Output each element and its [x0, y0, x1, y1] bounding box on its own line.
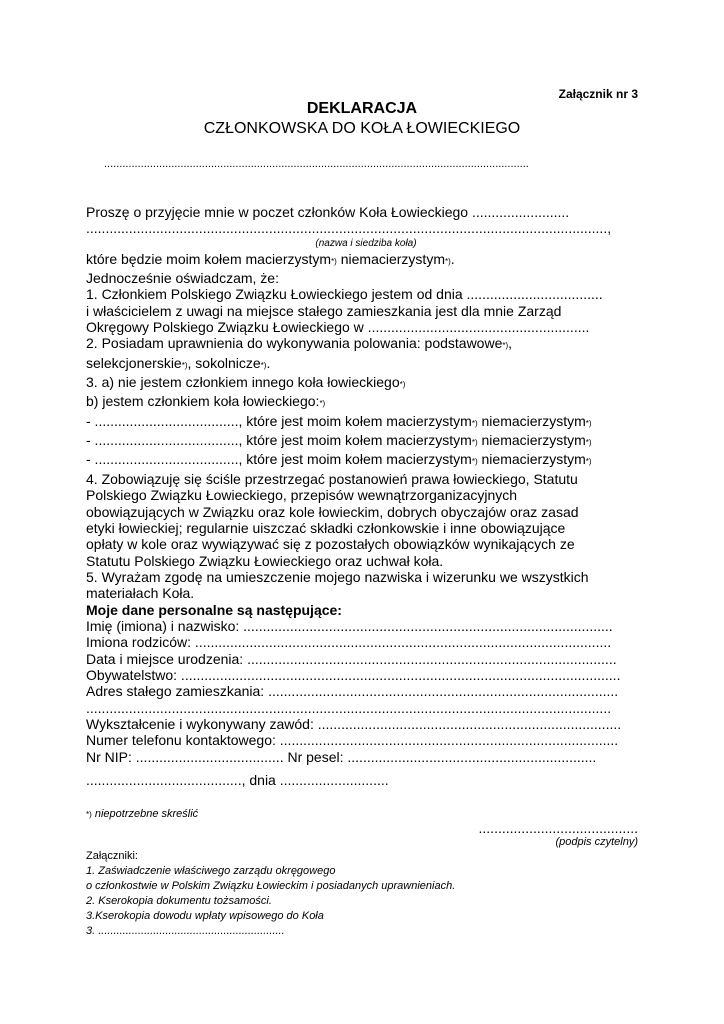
point2-line2: selekcjonerskie*), sokolnicze*).	[86, 354, 271, 371]
field-birth-date-place: Data i miejsce urodzenia: ...............................................................................................	[86, 650, 617, 667]
field-citizenship: Obywatelstwo: .................................................................................................................	[86, 666, 621, 683]
attachment-item-3: 3.Kserokopia dowodu wpłaty wpisowego do Koła	[86, 910, 324, 922]
club-name-dots: ......................................................................................................................................,	[86, 220, 612, 237]
attachment-item-1-cont: o członkostwie w Polskim Związku Łowieckim i posiadanych uprawnieniach.	[86, 880, 456, 892]
place-date-line: ........................................, dnia ............................	[86, 772, 389, 788]
attachment-number: Załącznik nr 3	[558, 87, 638, 101]
declare-line: Jednocześnie oświadczam, że:	[86, 270, 279, 287]
point5-line1: 5. Wyrażam zgodę na umieszczenie mojego nazwiska i wizerunku we wszystkich	[86, 568, 589, 585]
point4-line3: obowiązujących w Związku oraz kole łowieckim, dobrych obyczajów oraz zasad	[86, 503, 579, 520]
point2-line1: 2. Posiadam uprawnienia do wykonywania polowania: podstawowe*),	[86, 335, 513, 352]
point1-line2: i właścicielem z uwagi na miejsce stałego zamieszkania jest dla mnie Zarząd	[86, 302, 562, 319]
point4-line5: opłaty w kole oraz wywiązywać się z pozostałych obowiązków wynikających ze	[86, 536, 575, 553]
point1-line1: 1. Członkiem Polskiego Związku Łowieckiego jestem od dnia ...................................	[86, 286, 603, 303]
field-parents-names: Imiona rodziców: ...........................................................................................................	[86, 634, 612, 651]
signature-label: (podpis czytelny)	[555, 836, 638, 848]
field-education-occupation: Wykształcenie i wykonywany zawód: ..............................................................................	[86, 715, 622, 732]
point3a-line: 3. a) nie jestem członkiem innego koła łowieckiego*)	[86, 374, 406, 391]
point3b-line: b) jestem członkiem koła łowieckiego:*)	[86, 393, 326, 410]
home-club-line: które będzie moim kołem macierzystym*) niemacierzystym*).	[86, 250, 455, 267]
attachments-list	[86, 849, 455, 939]
field-phone: Numer telefonu kontaktowego: .......................................................................................	[86, 732, 619, 749]
attachment-item-2: 2. Kserokopia dokumentu tożsamości.	[86, 895, 272, 907]
point1-line3: Okręgowy Polskiego Związku Łowieckiego w .........................................................	[86, 319, 590, 336]
attachment-item-1: 1. Zaświadczenie właściwego zarządu okręgowego	[86, 865, 336, 877]
top-dotted-line: ...........................................................................................................................................	[104, 158, 529, 170]
declaration-body	[86, 204, 646, 765]
request-line: Proszę o przyjęcie mnie w poczet członków Koła Łowieckiego .........................	[86, 204, 570, 220]
club-name-note: (nazwa i siedziba koła)	[315, 237, 417, 249]
point4-line4: etyki łowieckiej; regularnie uiszczać składki członkowskie i inne obowiązujące	[86, 519, 566, 536]
field-address-continued: .......................................................................................................................................	[86, 699, 612, 716]
point4-line1: 4. Zobowiązuję się ściśle przestrzegać postanowień prawa łowieckiego, Statutu	[86, 470, 578, 487]
attachment-item-4: 3. .............................................................	[86, 925, 285, 937]
document-title: DEKLARACJA	[306, 100, 418, 117]
personal-data-heading: Moje dane personalne są następujące:	[86, 601, 342, 618]
point4-line2: Polskiego Związku Łowieckiego, przepisów wewnątrzorganizacyjnych	[86, 487, 518, 504]
club-row-2: - ....................................., które jest moim kołem macierzystym*) niemacierzystym*)	[86, 432, 592, 449]
field-nip-pesel: Nr NIP: ...................................... Nr pesel: ................................................................	[86, 748, 597, 765]
attachments-title: Załączniki:	[86, 850, 138, 862]
club-row-1: - ....................................., które jest moim kołem macierzystym*) niemacierzystym*)	[86, 412, 592, 429]
signature-dots: .........................................	[478, 820, 638, 836]
point4-line6: Statutu Polskiego Związku Łowieckiego oraz uchwał koła.	[86, 552, 444, 569]
field-full-name: Imię (imiona) i nazwisko: ...............................................................................................	[86, 617, 613, 634]
point5-line2: materiałach Koła.	[86, 585, 195, 602]
document-subtitle: CZŁONKOWSKA DO KOŁA ŁOWIECKIEGO	[203, 120, 521, 137]
field-address: Adres stałego zamieszkania: ..........................................................................................	[86, 683, 619, 700]
footnote: *) niepotrzebne skreślić	[86, 808, 199, 820]
club-row-3: - ....................................., które jest moim kołem macierzystym*) niemacierzystym*)	[86, 451, 592, 468]
